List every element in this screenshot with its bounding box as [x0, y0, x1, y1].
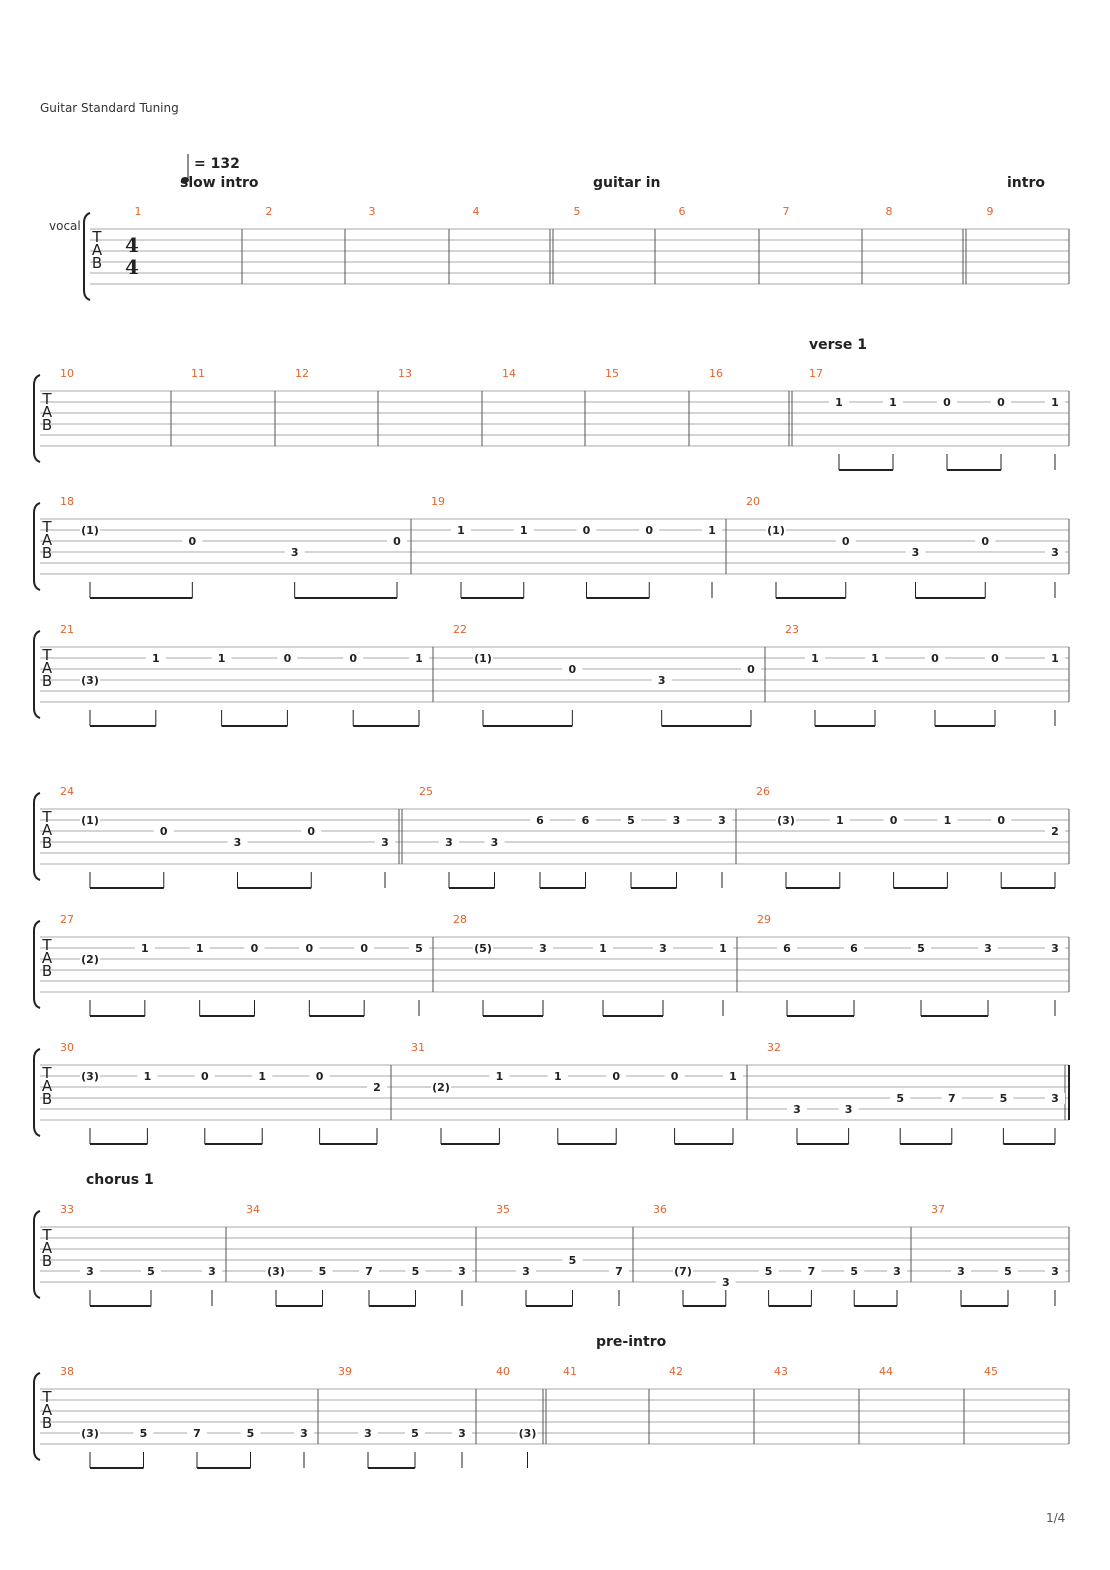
tab-clef-letter: T	[42, 1388, 52, 1406]
fret-number: 5	[139, 1427, 148, 1440]
measure-number: 2	[265, 205, 273, 218]
fret-number: 1	[258, 1070, 267, 1083]
measure-number: 5	[573, 205, 581, 218]
fret-number: (2)	[432, 1081, 450, 1094]
fret-number: 5	[999, 1092, 1008, 1105]
measure-number: 32	[767, 1041, 781, 1054]
fret-number: 0	[889, 814, 898, 827]
measure-number: 3	[368, 205, 376, 218]
fret-number: 5	[318, 1265, 327, 1278]
tuning-label: Guitar Standard Tuning	[40, 101, 179, 115]
measure-number: 34	[246, 1203, 260, 1216]
measure-number: 36	[653, 1203, 667, 1216]
measure-number: 28	[453, 913, 467, 926]
fret-number: (3)	[81, 674, 99, 687]
tab-clef-letter: T	[42, 808, 52, 826]
measure-number: 24	[60, 785, 74, 798]
fret-number: 3	[657, 674, 666, 687]
fret-number: 5	[850, 1265, 859, 1278]
system-bracket	[84, 213, 90, 300]
track-name: vocal	[49, 219, 81, 233]
fret-number: 1	[1051, 652, 1059, 665]
staff-system	[34, 785, 1069, 888]
fret-number: 0	[645, 524, 654, 537]
fret-number: 3	[490, 836, 499, 849]
fret-number: 1	[217, 652, 226, 665]
fret-number: (1)	[767, 524, 785, 537]
fret-number: 1	[457, 524, 465, 537]
fret-number: 0	[250, 942, 259, 955]
measure-number: 13	[398, 367, 412, 380]
fret-number: 5	[411, 1265, 420, 1278]
fret-number: 0	[981, 535, 990, 548]
fret-number: (3)	[518, 1427, 537, 1440]
fret-number: 1	[719, 942, 727, 955]
fret-number: 0	[747, 663, 755, 676]
fret-number: 3	[300, 1427, 308, 1440]
tab-clef-letter: A	[41, 821, 53, 839]
measure-number: 26	[756, 785, 770, 798]
fret-number: 3	[86, 1265, 94, 1278]
fret-number: 0	[612, 1070, 621, 1083]
fret-number: 5	[896, 1092, 905, 1105]
fret-number: 1	[729, 1070, 737, 1083]
system-bracket	[34, 921, 40, 1008]
section-pre-intro: pre-intro	[596, 1334, 667, 1350]
staff-system	[34, 1041, 1069, 1144]
measure-number: 15	[605, 367, 619, 380]
tab-clef-letter: B	[41, 962, 53, 980]
fret-number: 7	[193, 1427, 201, 1440]
measure-number: 10	[60, 367, 74, 380]
fret-number: 0	[997, 814, 1006, 827]
fret-number: 5	[246, 1427, 255, 1440]
fret-number: 1	[889, 396, 897, 409]
fret-number: 3	[893, 1265, 901, 1278]
fret-number: 6	[850, 942, 858, 955]
section-intro: intro	[1007, 175, 1045, 191]
fret-number: 6	[783, 942, 791, 955]
staff-system	[34, 913, 1069, 1016]
tab-clef-letter: T	[92, 228, 102, 246]
section-chorus-1: chorus 1	[86, 1172, 154, 1188]
fret-number: 3	[659, 942, 667, 955]
measure-number: 7	[782, 205, 790, 218]
measure-number: 14	[502, 367, 516, 380]
measure-number: 1	[134, 205, 142, 218]
system-bracket	[34, 503, 40, 590]
fret-number: 5	[568, 1254, 577, 1267]
measure-number: 19	[431, 495, 445, 508]
measure-number: 40	[496, 1365, 510, 1378]
fret-number: 1	[141, 942, 149, 955]
fret-number: 3	[290, 546, 299, 559]
fret-number: (3)	[81, 1070, 99, 1083]
measure-number: 20	[746, 495, 760, 508]
tab-clef-letter: A	[41, 403, 53, 421]
measure-number: 30	[60, 1041, 74, 1054]
tempo-marking: = 132	[194, 156, 240, 172]
measure-number: 37	[931, 1203, 945, 1216]
fret-number: (1)	[81, 524, 99, 537]
fret-number: 0	[931, 652, 939, 665]
fret-number: 3	[522, 1265, 530, 1278]
staff-system	[34, 1203, 1069, 1306]
fret-number: 1	[1051, 396, 1059, 409]
measure-number: 9	[986, 205, 994, 218]
section-guitar-in: guitar in	[593, 175, 661, 191]
fret-number: 3	[984, 942, 992, 955]
fret-number: 1	[151, 652, 160, 665]
tab-clef-letter: A	[91, 241, 103, 259]
fret-number: 1	[599, 942, 607, 955]
fret-number: 0	[841, 535, 850, 548]
fret-number: 5	[415, 942, 423, 955]
system-bracket	[34, 1211, 40, 1298]
tab-clef-letter: T	[42, 646, 52, 664]
fret-number: 6	[581, 814, 590, 827]
fret-number: 5	[1004, 1265, 1012, 1278]
measure-number: 45	[984, 1365, 998, 1378]
fret-number: 1	[811, 652, 819, 665]
system-bracket	[34, 1049, 40, 1136]
measure-number: 38	[60, 1365, 74, 1378]
section-slow-intro: slow intro	[180, 175, 259, 191]
measure-number: 12	[295, 367, 309, 380]
fret-number: 1	[708, 524, 716, 537]
fret-number: 1	[553, 1070, 562, 1083]
fret-number: 0	[360, 942, 368, 955]
staff-system	[84, 205, 1069, 300]
tab-clef-letter: T	[42, 390, 52, 408]
fret-number: 0	[188, 535, 197, 548]
tab-clef-letter: T	[42, 1226, 52, 1244]
fret-number: 1	[519, 524, 528, 537]
fret-number: 3	[208, 1265, 216, 1278]
tab-clef-letter: A	[41, 531, 53, 549]
fret-number: 1	[835, 814, 844, 827]
time-signature-bottom: 4	[125, 255, 139, 279]
measure-number: 29	[757, 913, 771, 926]
staff-system	[34, 367, 1069, 470]
system-bracket	[34, 375, 40, 462]
fret-number: (2)	[81, 953, 99, 966]
section-verse-1: verse 1	[809, 337, 867, 353]
fret-number: (1)	[474, 652, 492, 665]
staff-system	[34, 1365, 1069, 1468]
measure-number: 23	[785, 623, 799, 636]
fret-number: 1	[835, 396, 843, 409]
fret-number: 0	[670, 1070, 679, 1083]
tab-clef-letter: B	[41, 834, 53, 852]
fret-number: 3	[721, 1276, 730, 1289]
tab-clef-letter: T	[42, 936, 52, 954]
fret-number: 0	[307, 825, 316, 838]
system-bracket	[34, 793, 40, 880]
measure-number: 39	[338, 1365, 352, 1378]
measure-number: 35	[496, 1203, 510, 1216]
measure-number: 17	[809, 367, 823, 380]
fret-number: (3)	[81, 1427, 99, 1440]
fret-number: 1	[195, 942, 204, 955]
fret-number: 5	[764, 1265, 773, 1278]
fret-number: 5	[147, 1265, 155, 1278]
fret-number: 0	[159, 825, 168, 838]
fret-number: 3	[911, 546, 920, 559]
fret-number: 3	[445, 836, 453, 849]
time-signature-top: 4	[125, 233, 139, 257]
tab-clef-letter: B	[41, 1090, 53, 1108]
staff-system	[34, 495, 1069, 598]
measure-number: 4	[472, 205, 480, 218]
fret-number: 0	[568, 663, 577, 676]
fret-number: 3	[957, 1265, 965, 1278]
fret-number: 3	[458, 1427, 466, 1440]
fret-number: (5)	[474, 942, 492, 955]
tab-clef-letter: A	[41, 949, 53, 967]
measure-number: 41	[563, 1365, 577, 1378]
fret-number: 0	[200, 1070, 209, 1083]
fret-number: (3)	[777, 814, 795, 827]
tab-clef-letter: B	[41, 672, 53, 690]
fret-number: 3	[233, 836, 242, 849]
fret-number: 1	[495, 1070, 504, 1083]
measure-number: 22	[453, 623, 467, 636]
fret-number: 0	[305, 942, 314, 955]
fret-number: 7	[807, 1265, 816, 1278]
tab-clef-letter: B	[91, 254, 103, 272]
fret-number: 0	[991, 652, 999, 665]
measure-number: 21	[60, 623, 74, 636]
tab-clef-letter: T	[42, 518, 52, 536]
fret-number: 3	[672, 814, 681, 827]
fret-number: 3	[793, 1103, 801, 1116]
fret-number: 7	[615, 1265, 623, 1278]
measure-number: 8	[885, 205, 893, 218]
measure-number: 44	[879, 1365, 893, 1378]
fret-number: 3	[718, 814, 726, 827]
fret-number: 2	[373, 1081, 381, 1094]
fret-number: 3	[1051, 942, 1059, 955]
measure-number: 16	[709, 367, 723, 380]
fret-number: 1	[143, 1070, 152, 1083]
tab-clef-letter: B	[41, 1252, 53, 1270]
tab-clef-letter: B	[41, 544, 53, 562]
measure-number: 31	[411, 1041, 425, 1054]
fret-number: (1)	[81, 814, 99, 827]
measure-number: 43	[774, 1365, 788, 1378]
fret-number: 7	[365, 1265, 373, 1278]
fret-number: 1	[871, 652, 879, 665]
tab-clef-letter: A	[41, 1077, 53, 1095]
fret-number: 5	[917, 942, 925, 955]
measure-number: 42	[669, 1365, 683, 1378]
system-bracket	[34, 631, 40, 718]
fret-number: 3	[364, 1427, 372, 1440]
fret-number: 0	[943, 396, 951, 409]
tab-clef-letter: B	[41, 416, 53, 434]
fret-number: 3	[1051, 1092, 1059, 1105]
fret-number: 1	[415, 652, 423, 665]
page-number: 1/4	[1046, 1511, 1066, 1525]
tab-clef-letter: A	[41, 659, 53, 677]
system-bracket	[34, 1373, 40, 1460]
fret-number: 3	[1051, 546, 1059, 559]
measure-number: 6	[678, 205, 686, 218]
fret-number: 0	[315, 1070, 324, 1083]
measure-number: 33	[60, 1203, 74, 1216]
fret-number: 3	[1051, 1265, 1059, 1278]
tab-clef-letter: A	[41, 1401, 53, 1419]
fret-number: 3	[458, 1265, 466, 1278]
measure-number: 11	[191, 367, 205, 380]
measure-number: 27	[60, 913, 74, 926]
measure-number: 25	[419, 785, 433, 798]
fret-number: 3	[381, 836, 389, 849]
fret-number: 0	[283, 652, 292, 665]
fret-number: 0	[582, 524, 591, 537]
fret-number: (7)	[674, 1265, 692, 1278]
fret-number: 6	[536, 814, 544, 827]
fret-number: 0	[997, 396, 1005, 409]
staff-system	[34, 623, 1069, 726]
fret-number: 3	[539, 942, 547, 955]
fret-number: 0	[393, 535, 401, 548]
fret-number: 0	[349, 652, 358, 665]
fret-number: 2	[1051, 825, 1059, 838]
measure-number: 18	[60, 495, 74, 508]
tab-clef-letter: B	[41, 1414, 53, 1432]
fret-number: 3	[844, 1103, 853, 1116]
tab-clef-letter: A	[41, 1239, 53, 1257]
fret-number: 1	[943, 814, 952, 827]
fret-number: 7	[947, 1092, 956, 1105]
fret-number: 5	[411, 1427, 419, 1440]
fret-number: 5	[627, 814, 635, 827]
tab-clef-letter: T	[42, 1064, 52, 1082]
fret-number: (3)	[267, 1265, 285, 1278]
